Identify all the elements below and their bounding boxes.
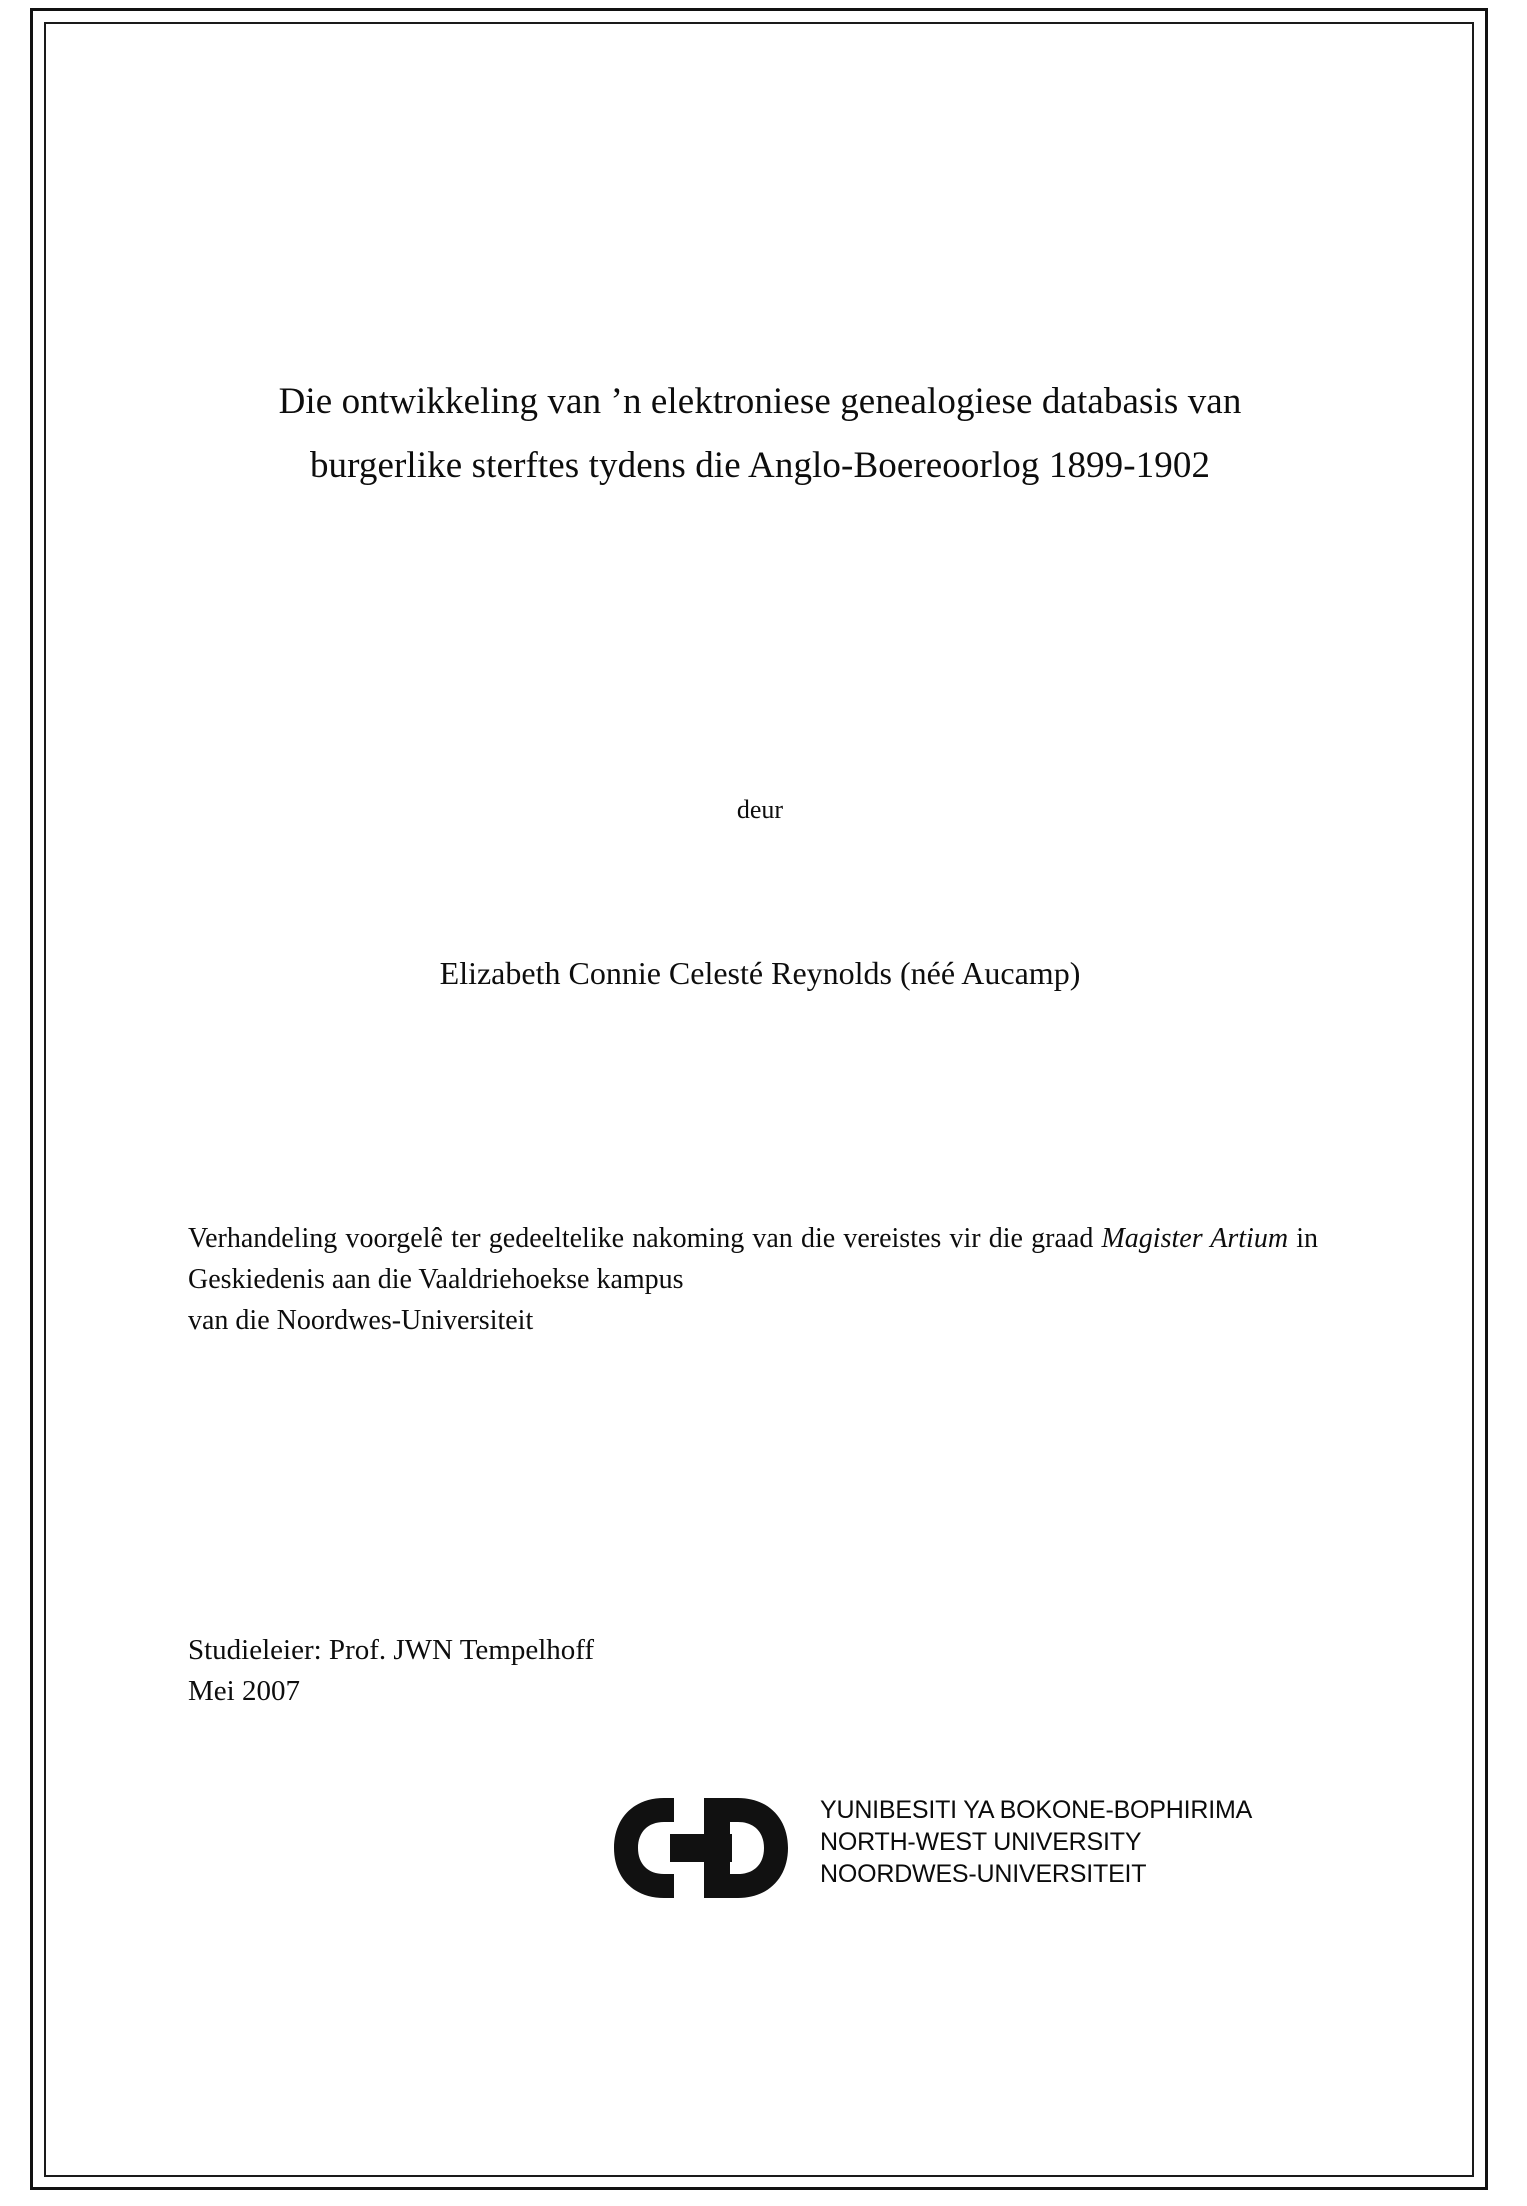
degree-statement bbox=[188, 1218, 1318, 1341]
nwu-logo-icon bbox=[612, 1796, 802, 1900]
statement-degree: Magister Artium bbox=[1101, 1223, 1289, 1254]
title-line-1: Die ontwikkeling van ’n elektroniese genealogiese databasis van bbox=[278, 381, 1242, 422]
statement-part-1: Verhandeling voorgelê ter gedeeltelike nakoming van die vereistes vir die graad bbox=[188, 1223, 1102, 1254]
logo-line-3: NOORDWES-UNIVERSITEIT bbox=[820, 1860, 1147, 1888]
logo-line-2: NORTH-WEST UNIVERSITY bbox=[820, 1828, 1142, 1856]
submission-date: Mei 2007 bbox=[188, 1675, 300, 1708]
logo-line-1: YUNIBESITI YA BOKONE-BOPHIRIMA bbox=[820, 1796, 1253, 1824]
title-line-2: burgerlike sterftes tydens die Anglo-Boereoorlog 1899-1902 bbox=[309, 444, 1211, 486]
university-logo bbox=[460, 1790, 1253, 1920]
logo-text-block bbox=[820, 1794, 1252, 1890]
supervisor-block bbox=[188, 1630, 1088, 1712]
statement-part-3: van die Noordwes-Universiteit bbox=[188, 1305, 534, 1337]
page-content bbox=[160, 0, 1360, 2206]
page-title bbox=[180, 370, 1340, 497]
statement-part-2: in Geskiedenis aan die Vaaldriehoekse kampus bbox=[188, 1223, 1318, 1296]
by-label: deur bbox=[736, 795, 784, 824]
supervisor-name: Studieleier: Prof. JWN Tempelhoff bbox=[188, 1634, 595, 1666]
author-name: Elizabeth Connie Celesté Reynolds (néé Aucamp) bbox=[439, 955, 1081, 991]
